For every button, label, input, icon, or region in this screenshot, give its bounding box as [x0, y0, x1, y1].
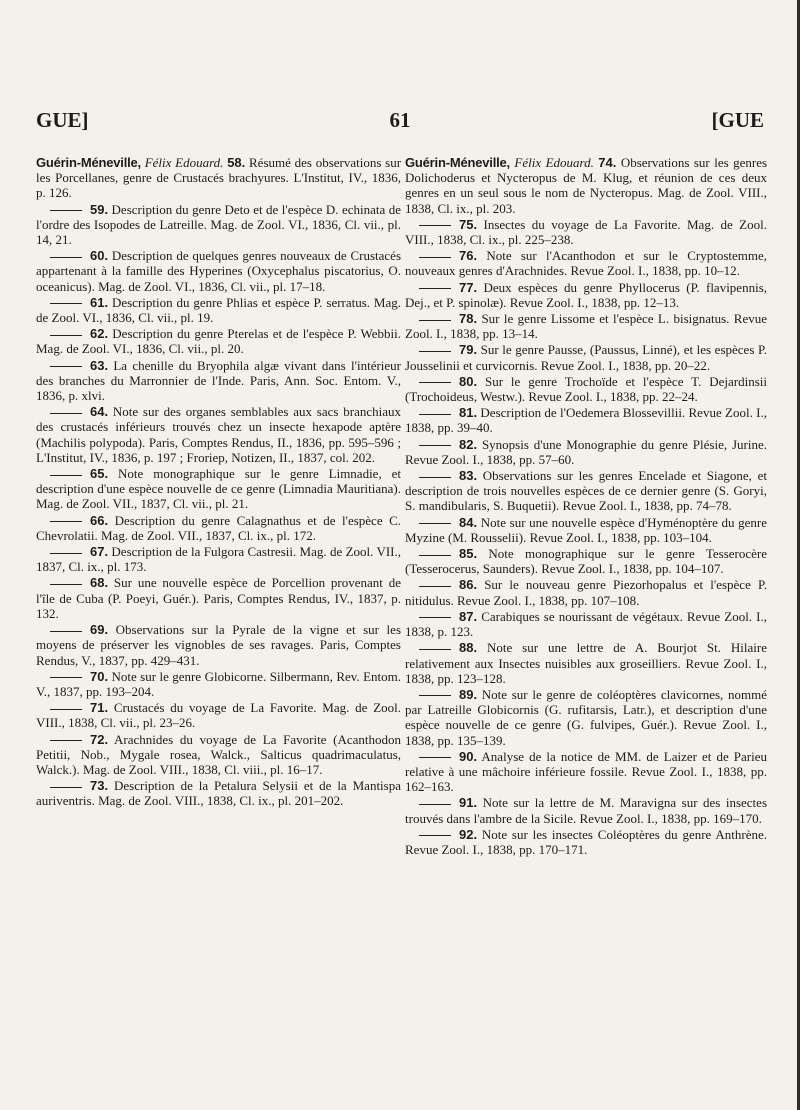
- bibliography-entry: [405, 311, 767, 341]
- entry-number: 92.: [459, 826, 478, 842]
- entry-number: 61.: [90, 294, 109, 310]
- entry-text: Description de la Fulgora Castresii. Mag. de Zool. VII., 1837, Cl. ix., pl. 173.: [36, 544, 402, 575]
- author-name: Guérin-Méneville,: [405, 155, 510, 170]
- ditto-dash: [50, 366, 82, 367]
- bibliography-entry: [36, 248, 401, 294]
- left-column: [36, 155, 401, 810]
- entry-text: Sur le genre Lissome et l'espèce L. bisignatus. Revue Zool. I., 1838, pp. 13–14.: [405, 311, 767, 342]
- entry-text: Description du genre Deto et de l'espèce D. echinata de l'ordre des Isopodes de Latreille. Mag. de Zool. VI., 1836, Cl. vii., pl. 14, 21.: [36, 201, 401, 248]
- entry-number: 80.: [459, 373, 478, 389]
- bibliography-entry: [36, 358, 401, 404]
- bibliography-entry: [405, 827, 767, 857]
- entry-number: 77.: [459, 279, 478, 295]
- ditto-dash: [419, 804, 451, 805]
- entry-number: 71.: [90, 700, 109, 716]
- ditto-dash: [50, 553, 82, 554]
- ditto-dash: [50, 677, 82, 678]
- bibliography-entry: [405, 546, 767, 576]
- ditto-dash: [419, 835, 451, 836]
- entry-number: 83.: [459, 468, 478, 484]
- ditto-dash: [50, 335, 82, 336]
- entry-text: Sur le genre Pausse, (Paussus, Linné), et les espèces P. Jousselinii et curvicornis. Revue Zool. I., 1838, pp. 20–22.: [405, 342, 767, 373]
- entry-first: [405, 155, 767, 216]
- ditto-dash: [50, 257, 82, 258]
- bibliography-entry: [36, 202, 401, 248]
- entry-text: Deux espèces du genre Phyllocerus (P. flavipennis, Dej., et P. spinolæ). Revue Zool. I., 1838, pp. 12–13.: [405, 279, 768, 310]
- ditto-dash: [50, 740, 82, 741]
- bibliography-entry: [405, 217, 767, 247]
- entry-text: Note sur des organes semblables aux sacs branchiaux des crustacés inférieurs trouvés chez un insecte hexapode aptère (Machilis polypoda). Paris, Comptes Rendus, II., 1836, pp. 595–596 ; L'Institut, IV., 1836, p. 197 ; Froriep, Notizen, II., 1837, col. 202.: [36, 404, 402, 465]
- entry-text: Crustacés du voyage de La Favorite. Mag. de Zool. VIII., 1838, Cl. vii., pl. 23–26.: [36, 700, 401, 731]
- entry-number: 62.: [90, 326, 109, 342]
- right-column: [405, 155, 767, 858]
- entry-text: Insectes du voyage de La Favorite. Mag. de Zool. VIII., 1838, Cl. ix., pl. 225–238.: [405, 216, 767, 248]
- bibliography-entry: [36, 575, 401, 621]
- ditto-dash: [419, 649, 451, 650]
- bibliography-entry: [36, 513, 401, 543]
- entry-number: 84.: [459, 514, 478, 530]
- ditto-dash: [419, 586, 451, 587]
- entry-number: 66.: [90, 512, 109, 528]
- entry-text: Résumé des observations sur les Porcellanes, genre de Crustacés brachyures. L'Institut, IV., 1836, p. 126.: [36, 155, 402, 201]
- entry-text: Note sur la lettre de M. Maravigna sur des insectes trouvés dans l'ambre de la Sicile. Revue Zool. I., 1838, pp. 169–170.: [405, 795, 767, 826]
- entry-text: Note sur les insectes Coléoptères du genre Anthrène. Revue Zool. I., 1838, pp. 170–171.: [405, 826, 767, 857]
- entry-text: Sur le genre Trochoïde et l'espèce T. Dejardinsii (Trochoideus, Westw.). Revue Zool. I., 1838, pp. 22–24.: [405, 373, 768, 405]
- bibliography-entry: [405, 515, 767, 545]
- running-head-left: GUE]: [36, 108, 89, 132]
- ditto-dash: [50, 413, 82, 414]
- page-header: [36, 108, 764, 134]
- bibliography-entry: [405, 374, 767, 404]
- entry-number: 79.: [459, 342, 478, 358]
- entry-text: Carabiques se nourissant de végétaux. Revue Zool. I., 1838, p. 123.: [405, 608, 767, 640]
- ditto-dash: [419, 695, 451, 696]
- ditto-dash: [50, 709, 82, 710]
- entry-text: Synopsis d'une Monographie du genre Plésie, Jurine. Revue Zool. I., 1838, pp. 57–60.: [405, 436, 767, 467]
- ditto-dash: [419, 288, 451, 289]
- entry-text: Note sur l'Acanthodon et sur le Cryptostemme, nouveaux genres d'Arachnides. Revue Zool. I., 1838, pp. 10–12.: [405, 248, 767, 279]
- bibliography-entry: [405, 405, 767, 435]
- entry-number: 88.: [459, 640, 478, 656]
- running-head-right: [GUE: [711, 108, 764, 132]
- page-number: 61: [389, 108, 411, 132]
- ditto-dash: [50, 475, 82, 476]
- entry-text: Note monographique sur le genre Limnadie, et description d'une espèce nouvelle de ce genre (Limnadia Mauritiana). Mag. de Zool. VII., 1837, Cl. vii., pl. 21.: [36, 466, 402, 512]
- entry-text: Observations sur les genres Dolichoderus et Nycteropus de M. Klug, et réunion de ces deux genres en un seul sous le nom de Nycteropus. Mag. de Zool. VIII., 1838, Cl. ix., pl. 203.: [405, 155, 768, 216]
- ditto-dash: [419, 477, 451, 478]
- ditto-dash: [419, 351, 451, 352]
- entry-number: 74.: [598, 155, 617, 170]
- bibliography-entry: [405, 577, 767, 607]
- bibliography-entry: [36, 295, 401, 325]
- entry-text: Observations sur les genres Encelade et Siagone, et description de trois nouvelles espèces de ce dernier genre (S. Goryi, S. mandibularis, S. Buquetii). Revue Zool. I., 1838, pp. 74–78.: [405, 468, 768, 514]
- entry-number: 59.: [90, 201, 109, 217]
- entry-number: 68.: [90, 575, 109, 591]
- entry-text: Arachnides du voyage de La Favorite (Acanthodon Petitii, Nob., Mygale rosea, Walck., Salticus quadrimaculatus, Walck.). Mag. de Zool. VIII., 1838, Cl. viii., pl. 16–17.: [36, 731, 401, 777]
- entry-first: [36, 155, 401, 201]
- ditto-dash: [50, 521, 82, 522]
- bibliography-entry: [405, 609, 767, 639]
- entry-text: La chenille du Bryophila algæ vivant dans l'intérieur des branches du Marronnier de l'Inde. Paris, Ann. Soc. Entom. V., 1836, p. xlvi.: [36, 357, 402, 404]
- entry-text: Observations sur la Pyrale de la vigne et sur les moyens de préserver les vignobles de ses ravages. Paris, Comptes Rendus, V., 1837, pp. 429–431.: [36, 622, 401, 668]
- bibliography-entry: [36, 700, 401, 730]
- bibliography-entry: [405, 687, 767, 748]
- entry-number: 91.: [459, 795, 478, 811]
- entry-text: Note sur une lettre de A. Bourjot St. Hilaire relativement aux Insectes nuisibles aux groseilliers. Revue Zool. I., 1838, pp. 123–128.: [405, 640, 768, 686]
- author-name: Guérin-Méneville,: [36, 155, 141, 170]
- ditto-dash: [419, 320, 451, 321]
- bibliography-entry: [36, 544, 401, 574]
- ditto-dash: [419, 617, 451, 618]
- ditto-dash: [419, 382, 451, 383]
- bibliography-entry: [405, 248, 767, 278]
- entry-number: 87.: [459, 608, 478, 624]
- entry-number: 76.: [459, 248, 478, 264]
- ditto-dash: [50, 631, 82, 632]
- ditto-dash: [419, 225, 451, 226]
- bibliography-entry: [405, 468, 767, 514]
- bibliography-entry: [36, 466, 401, 512]
- entry-number: 90.: [459, 748, 478, 764]
- entry-text: Note sur le genre Globicorne. Silbermann, Rev. Entom. V., 1837, pp. 193–204.: [36, 668, 401, 699]
- ditto-dash: [50, 303, 82, 304]
- bibliography-entry: [405, 437, 767, 467]
- entry-number: 64.: [90, 404, 109, 420]
- ditto-dash: [50, 584, 82, 585]
- entry-number: 65.: [90, 466, 109, 482]
- bibliography-entry: [405, 280, 767, 310]
- entry-number: 81.: [459, 405, 478, 421]
- entry-text: Sur le nouveau genre Piezorhopalus et l'espèce P. nitidulus. Revue Zool. I., 1838, pp. 107–108.: [405, 577, 767, 608]
- ditto-dash: [419, 555, 451, 556]
- entry-number: 73.: [90, 778, 109, 794]
- bibliography-entry: [36, 622, 401, 668]
- entry-text: Sur une nouvelle espèce de Porcellion provenant de l'île de Cuba (P. Poeyi, Guér.). Paris, Comptes Rendus, IV., 1837, p. 132.: [36, 575, 402, 621]
- entry-number: 78.: [459, 311, 478, 327]
- ditto-dash: [50, 210, 82, 211]
- entry-text: Analyse de la notice de MM. de Laizer et de Parieu relative à une mâchoire inférieure fossile. Revue Zool. I., 1838, pp. 162–163.: [405, 748, 767, 795]
- entry-number: 85.: [459, 546, 478, 562]
- bibliography-entry: [405, 749, 767, 795]
- entry-text: Description de quelques genres nouveaux de Crustacés appartenant à la famille des Hyperines (Oxycephalus piscatorius, O. oceanicus). Mag. de Zool. VI., 1836, Cl. vii., pl. 17–18.: [36, 248, 402, 294]
- entry-text: Note sur une nouvelle espèce d'Hyménoptère du genre Myzine (M. Rousselii). Revue Zool. I., 1838, pp. 103–104.: [405, 514, 767, 545]
- ditto-dash: [419, 757, 451, 758]
- entry-number: 86.: [459, 577, 478, 593]
- ditto-dash: [419, 257, 451, 258]
- entry-number: 70.: [90, 668, 109, 684]
- entry-text: Description de l'Oedemera Blossevillii. Revue Zool. I., 1838, pp. 39–40.: [405, 405, 768, 436]
- bibliography-entry: [405, 795, 767, 825]
- bibliography-entry: [36, 404, 401, 465]
- entry-number: 75.: [459, 216, 478, 232]
- bibliography-entry: [405, 640, 767, 686]
- entry-text: Note monographique sur le genre Tesserocère (Tesserocerus, Saunders). Revue Zool. I., 1838, pp. 104–107.: [405, 546, 768, 577]
- ditto-dash: [419, 523, 451, 524]
- entry-number: 63.: [90, 357, 109, 373]
- ditto-dash: [50, 787, 82, 788]
- bibliography-entry: [405, 342, 767, 372]
- entry-number: 60.: [90, 248, 109, 264]
- entry-text: Note sur le genre de coléoptères clavicornes, nommé par Latreille Globicornis (G. rufitarsis, Latr.), et description d'une espèce nouvelle de ce genre (G. fulvipes, Guér.). Revue Zool. I., 1838, pp. 135–139.: [405, 686, 767, 748]
- bibliography-entry: [36, 326, 401, 356]
- entry-text: Description du genre Pterelas et de l'espèce P. Webbii. Mag. de Zool. VI., 1836, Cl. vii., pl. 20.: [36, 326, 402, 357]
- entry-number: 67.: [90, 544, 109, 560]
- entry-text: Description du genre Calagnathus et de l'espèce C. Chevrolatii. Mag. de Zool. VII., 1837, Cl. ix., pl. 172.: [36, 512, 402, 543]
- entry-number: 72.: [90, 731, 109, 747]
- bibliography-entry: [36, 669, 401, 699]
- entry-number: 58.: [227, 155, 246, 170]
- author-fullname: Félix Edouard.: [514, 155, 594, 170]
- entry-number: 69.: [90, 622, 109, 638]
- entry-number: 82.: [459, 436, 478, 452]
- ditto-dash: [419, 414, 451, 415]
- entry-number: 89.: [459, 686, 478, 702]
- bibliography-entry: [36, 778, 401, 808]
- bibliography-entry: [36, 732, 401, 778]
- entry-text: Description du genre Phlias et espèce P. serratus. Mag. de Zool. VI., 1836, Cl. vii., pl. 19.: [36, 294, 402, 326]
- author-fullname: Félix Edouard.: [144, 155, 224, 170]
- entry-text: Description de la Petalura Selysii et de la Mantispa auriventris. Mag. de Zool. VIII., 1838, Cl. ix., pl. 201–202.: [36, 778, 401, 809]
- ditto-dash: [419, 445, 451, 446]
